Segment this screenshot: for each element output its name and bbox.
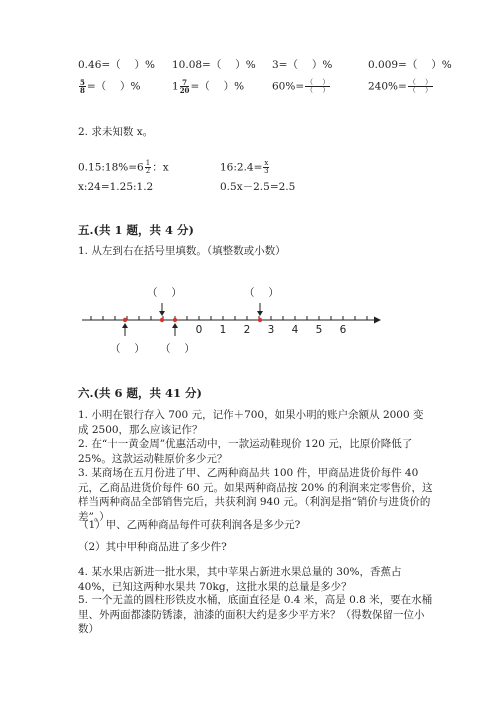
equation-1: 0.15:18%=6 $\frac{1}{2}$ ：x	[78, 159, 169, 175]
tick-label: 0	[195, 324, 203, 336]
conv-item-2: 10.08=（ ）%	[172, 59, 256, 71]
bottom-arrow-2	[172, 323, 178, 336]
section-title: 六.(共 6 题，共 41 分)	[78, 386, 202, 400]
equation-2: 16:2.4= $\frac{x}{3}$	[220, 159, 269, 175]
conv-item-8: 240%= $\frac{( )}{( )}$	[368, 78, 433, 94]
point-marker	[160, 318, 164, 322]
blank-fraction: $\frac{( )}{( )}$	[306, 78, 330, 94]
conv-item-6: 1 $\frac{7}{20}$ =（ ）%	[172, 78, 245, 95]
point-marker	[123, 318, 127, 322]
point-marker	[173, 318, 177, 322]
tick-label: 6	[339, 324, 347, 336]
conv-item-4: 0.009=（ ）%	[368, 59, 452, 71]
top-arrow-1	[159, 303, 165, 316]
fraction-7-20: $\frac{7}{20}$	[179, 78, 190, 95]
equation-3: x:24=1.25:1.2	[78, 181, 154, 193]
problem-5: 5. 一个无盖的圆柱形铁皮水桶，底面直径是 0.4 米，高是 0.8 米，要在水桶里、外两面都漆防锈漆，油漆的面积大约是多少平方米？（得数保留一位小数）	[78, 594, 433, 635]
question-text: 1. 从左到右在括号里填数。（填整数或小数）	[78, 245, 286, 257]
problem-4: 4. 某水果店新进一批水果，其中苹果占新进水果总量的 30%，香蕉占 40%，已知这两种水果共 70kg，这批水果的总量是多少？	[78, 566, 402, 593]
conv-item-5: $\frac{5}{8}$ =（ ）%	[80, 78, 141, 95]
answer-blank-top-1: （ ）	[147, 287, 182, 299]
tick-label: 1	[219, 324, 227, 336]
tick-label: 2	[243, 324, 251, 336]
conv-item-7: 60%= $\frac{( )}{( )}$	[272, 78, 330, 94]
bottom-arrow-1	[122, 323, 128, 336]
answer-blank-top-2: （ ）	[244, 287, 279, 299]
tick-label: 4	[291, 324, 299, 336]
answer-blank-bottom-1: （ ）	[110, 343, 145, 355]
conv-item-1: 0.46=（ ）%	[78, 59, 155, 71]
fraction-1-2: $\frac{1}{2}$	[145, 159, 151, 175]
problem-3: 3. 某商场在五月份进了甲、乙两种商品共 100 件，甲商品进货价每件 40 元，乙商品进货价每件 60 元。如果两种商品按 20% 的利润来定零售价，这样当两种商品全部销售完后，共获利润 940 元。（利润是指“销价与进货价的差”。）	[78, 467, 433, 523]
conv-item-3: 3=（ ）%	[272, 59, 333, 71]
tick-label: 5	[315, 324, 323, 336]
top-arrow-2	[257, 303, 263, 316]
fraction-5-8: $\frac{5}{8}$	[80, 78, 85, 95]
problem-3-part-2: （2）其中甲种商品进了多少件?	[78, 541, 227, 553]
fraction-x-3: $\frac{x}{3}$	[264, 159, 269, 175]
problem-3-part-1: （1）甲、乙两种商品每件可获利润各是多少元?	[78, 519, 301, 531]
answer-blank-bottom-2: （ ）	[160, 343, 195, 355]
tick-label: 3	[267, 324, 275, 336]
point-marker	[258, 318, 262, 322]
blank-fraction: $\frac{( )}{( )}$	[408, 78, 433, 94]
question-title: 2. 求未知数 x。	[78, 126, 154, 138]
problem-2: 2. 在“十一黄金周”优惠活动中，一款运动鞋现价 120 元，比原价降低了 25%。这款运动鞋原价多少元？	[78, 438, 413, 465]
problem-1: 1. 小明在银行存入 700 元，记作＋700，如果小明的账户余额从 2000 变成 2500，那么应该记作？	[78, 409, 424, 436]
equation-4: 0.5x－2.5=2.5	[220, 181, 296, 193]
section-title: 五.(共 1 题，共 4 分)	[78, 223, 194, 237]
